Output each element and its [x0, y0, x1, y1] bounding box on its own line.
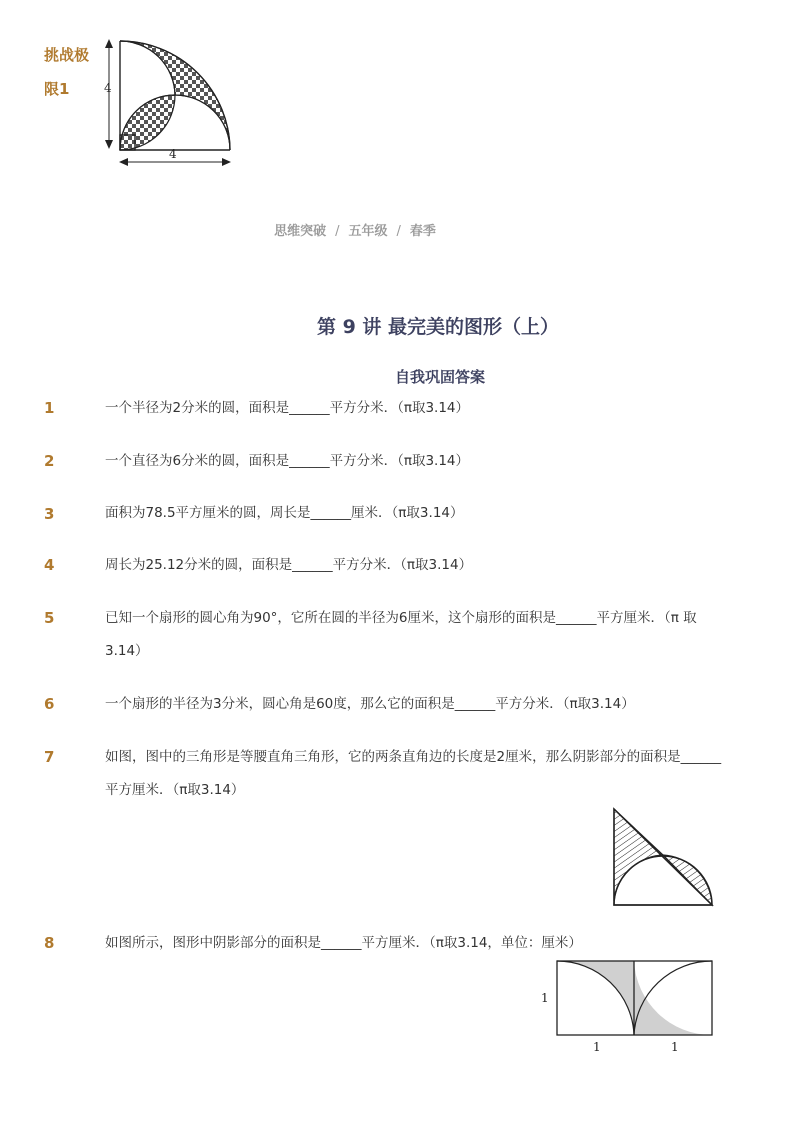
breadcrumb-term: 春季	[409, 224, 436, 239]
dim-horizontal-label: 4	[169, 147, 177, 161]
question-text: 面积为78.5平方厘米的圆，周长是______厘米．（π取3.14）	[105, 505, 464, 521]
question-text: 一个直径为6分米的圆，面积是______平方分米．（π取3.14）	[105, 453, 470, 469]
breadcrumb-grade: 五年级	[348, 224, 388, 239]
challenge-label-line2: 限1	[44, 80, 70, 98]
question-text: 一个半径为2分米的圆，面积是______平方分米．（π取3.14）	[105, 400, 470, 416]
section-title: 自我巩固答案	[394, 368, 485, 386]
question-number: 4	[44, 556, 55, 574]
question-text: 如图所示，图形中阴影部分的面积是______平方厘米．（π取3.14，单位：厘米）	[105, 935, 582, 951]
question-number: 1	[44, 399, 55, 417]
question-number: 7	[44, 748, 55, 766]
challenge-figure	[100, 36, 240, 171]
question-text: 如图，图中的三角形是等腰直角三角形，它的两条直角边的长度是2厘米，那么阴影部分的面积是______平方厘米．（π取3.14）	[105, 749, 722, 798]
question-text: 已知一个扇形的圆心角为90°，它所在圆的半径为6厘米，这个扇形的面积是______平方厘米．（π 取3.14）	[105, 610, 697, 659]
question-text: 周长为25.12分米的圆，面积是______平方分米．（π取3.14）	[105, 557, 473, 573]
breadcrumb	[0, 220, 710, 239]
question-number: 2	[44, 452, 55, 470]
figure-7	[608, 805, 718, 910]
question-text: 一个扇形的半径为3分米，圆心角是60度，那么它的面积是______平方分米．（π取3.14）	[105, 696, 635, 712]
breadcrumb-separator: /	[335, 224, 340, 239]
breadcrumb-subject: 思维突破	[274, 224, 327, 239]
dim-vertical-label: 4	[104, 81, 112, 95]
dim-bottom-right-label: 1	[671, 1040, 679, 1054]
question-number: 5	[44, 609, 55, 627]
challenge-label-line1: 挑战极	[44, 46, 90, 64]
dim-left-label: 1	[541, 991, 549, 1005]
question-number: 8	[44, 934, 55, 952]
breadcrumb-separator: /	[396, 224, 401, 239]
lecture-title: 第 9 讲 最完美的图形（上）	[316, 316, 560, 338]
question-number: 6	[44, 695, 55, 713]
figure-8	[532, 955, 722, 1055]
question-number: 3	[44, 505, 55, 523]
dim-bottom-left-label: 1	[593, 1040, 601, 1054]
